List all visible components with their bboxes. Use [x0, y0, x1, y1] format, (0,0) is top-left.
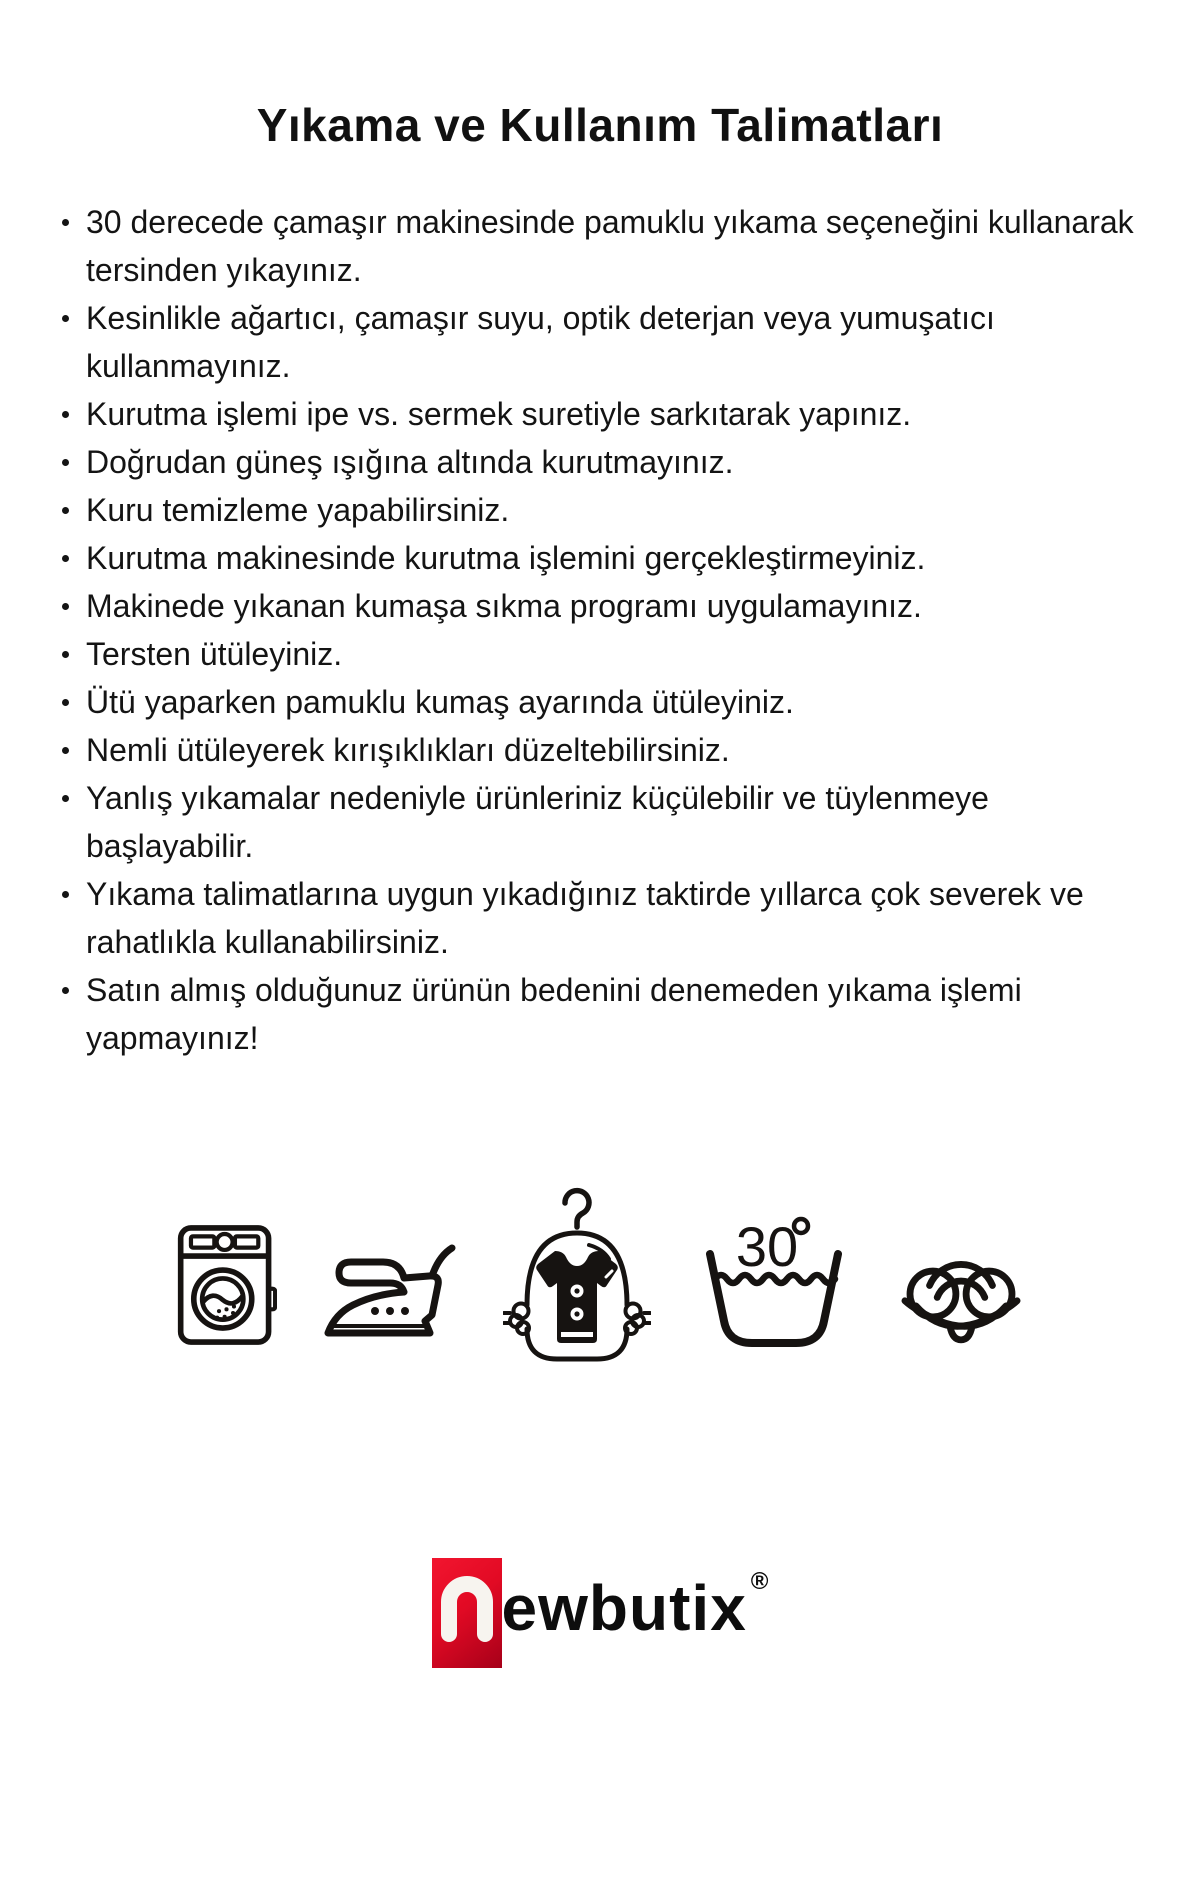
- steam-shirt-icon: [503, 1187, 651, 1383]
- list-item: [58, 870, 1145, 966]
- wash-temperature-label: 30: [735, 1215, 798, 1278]
- list-item: [58, 534, 1145, 582]
- bullet-dot: [62, 315, 69, 322]
- page-title: Yıkama ve Kullanım Talimatları: [256, 99, 944, 151]
- instruction-text: Kurutma işlemi ipe vs. sermek suretiyle sarkıtarak yapınız.: [86, 396, 912, 432]
- list-item: [58, 486, 1145, 534]
- brand-logo: [0, 1558, 1200, 1668]
- list-item: [58, 726, 1145, 774]
- list-item: [58, 630, 1145, 678]
- iron-icon: [315, 1218, 465, 1353]
- list-item: [58, 582, 1145, 630]
- instruction-text: Makinede yıkanan kumaşa sıkma programı uygulamayınız.: [86, 588, 922, 624]
- registered-trademark-symbol: ®: [750, 1568, 769, 1595]
- washing-machine-icon: [176, 1224, 277, 1346]
- bullet-dot: [62, 891, 69, 898]
- care-instructions-page: [0, 98, 1200, 1898]
- list-item: [58, 294, 1145, 390]
- logo-n-glyph: [432, 1558, 502, 1668]
- bullet-dot: [62, 411, 69, 418]
- instruction-text: Kuru temizleme yapabilirsiniz.: [86, 492, 510, 528]
- logo-red-square: [432, 1558, 502, 1668]
- instruction-text: Tersten ütüleyiniz.: [86, 636, 343, 672]
- bullet-dot: [62, 603, 69, 610]
- care-icons-row: [0, 1180, 1200, 1390]
- bullet-dot: [62, 651, 69, 658]
- bullet-dot: [62, 987, 69, 994]
- list-item: [58, 390, 1145, 438]
- instruction-text: 30 derecede çamaşır makinesinde pamuklu yıkama seçeneğini kullanarak tersinden yıkayınız.: [86, 204, 1134, 288]
- instruction-text: Kesinlikle ağartıcı, çamaşır suyu, optik deterjan veya yumuşatıcı kullanmayınız.: [86, 300, 995, 384]
- degree-symbol-icon: [794, 1219, 808, 1233]
- bullet-dot: [62, 507, 69, 514]
- instruction-text: Yanlış yıkamalar nedeniyle ürünleriniz küçülebilir ve tüylenmeye başlayabilir.: [86, 780, 989, 864]
- bullet-dot: [62, 699, 69, 706]
- bullet-dot: [62, 795, 69, 802]
- list-item: [58, 678, 1145, 726]
- instruction-text: Doğrudan güneş ışığına altında kurutmayınız.: [86, 444, 734, 480]
- instruction-text: Yıkama talimatlarına uygun yıkadığınız taktirde yıllarca çok severek ve rahatlıkla kullanabilirsiniz.: [86, 876, 1084, 960]
- list-item: [58, 438, 1145, 486]
- cotton-icon: [897, 1226, 1025, 1345]
- list-item: [58, 966, 1145, 1062]
- bullet-dot: [62, 747, 69, 754]
- instruction-text: Satın almış olduğunuz ürünün bedenini denemeden yıkama işlemi yapmayınız!: [86, 972, 1022, 1056]
- list-item: [58, 774, 1145, 870]
- instruction-text: Kurutma makinesinde kurutma işlemini gerçekleştirmeyiniz.: [86, 540, 926, 576]
- list-item: [58, 198, 1145, 294]
- bullet-dot: [62, 555, 69, 562]
- logo-wordmark: ewbutix: [501, 1572, 747, 1644]
- bullet-dot: [62, 459, 69, 466]
- bullet-dot: [62, 219, 69, 226]
- instruction-text: Ütü yaparken pamuklu kumaş ayarında ütüleyiniz.: [86, 684, 794, 720]
- instructions-list: [58, 198, 1145, 1062]
- wash-basin-30-icon: [689, 1210, 859, 1360]
- instruction-text: Nemli ütüleyerek kırışıklıkları düzeltebilirsiniz.: [86, 732, 730, 768]
